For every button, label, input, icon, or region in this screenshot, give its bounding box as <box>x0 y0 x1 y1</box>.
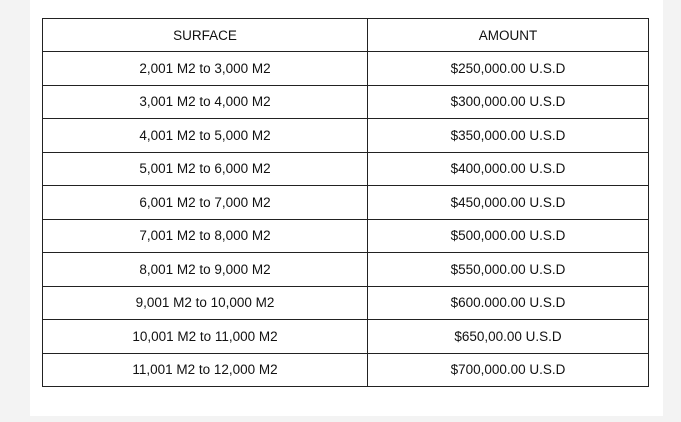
surface-cell: 5,001 M2 to 6,000 M2 <box>43 152 368 186</box>
surface-cell: 6,001 M2 to 7,000 M2 <box>43 186 368 220</box>
table-row <box>43 253 649 287</box>
amount-cell: $550,000.00 U.S.D <box>368 253 649 287</box>
surface-cell: 7,001 M2 to 8,000 M2 <box>43 219 368 253</box>
header-surface: SURFACE <box>43 19 368 52</box>
table-row <box>43 353 649 387</box>
amount-cell: $600.000.00 U.S.D <box>368 286 649 320</box>
document-page <box>30 0 663 416</box>
amount-cell: $400,000.00 U.S.D <box>368 152 649 186</box>
amount-cell: $450,000.00 U.S.D <box>368 186 649 220</box>
surface-cell: 3,001 M2 to 4,000 M2 <box>43 85 368 119</box>
amount-cell: $300,000.00 U.S.D <box>368 85 649 119</box>
amount-cell: $350,000.00 U.S.D <box>368 119 649 153</box>
table-row <box>43 152 649 186</box>
table-row <box>43 52 649 86</box>
table-row <box>43 320 649 354</box>
surface-cell: 11,001 M2 to 12,000 M2 <box>43 353 368 387</box>
table-row <box>43 85 649 119</box>
amount-cell: $250,000.00 U.S.D <box>368 52 649 86</box>
table-header-row <box>43 19 649 52</box>
pricing-table <box>42 18 649 387</box>
surface-cell: 10,001 M2 to 11,000 M2 <box>43 320 368 354</box>
table-row <box>43 186 649 220</box>
surface-cell: 9,001 M2 to 10,000 M2 <box>43 286 368 320</box>
surface-cell: 8,001 M2 to 9,000 M2 <box>43 253 368 287</box>
header-amount: AMOUNT <box>368 19 649 52</box>
table-row <box>43 119 649 153</box>
surface-cell: 4,001 M2 to 5,000 M2 <box>43 119 368 153</box>
amount-cell: $650,00.00 U.S.D <box>368 320 649 354</box>
table-row <box>43 286 649 320</box>
amount-cell: $500,000.00 U.S.D <box>368 219 649 253</box>
amount-cell: $700,000.00 U.S.D <box>368 353 649 387</box>
surface-cell: 2,001 M2 to 3,000 M2 <box>43 52 368 86</box>
table-row <box>43 219 649 253</box>
